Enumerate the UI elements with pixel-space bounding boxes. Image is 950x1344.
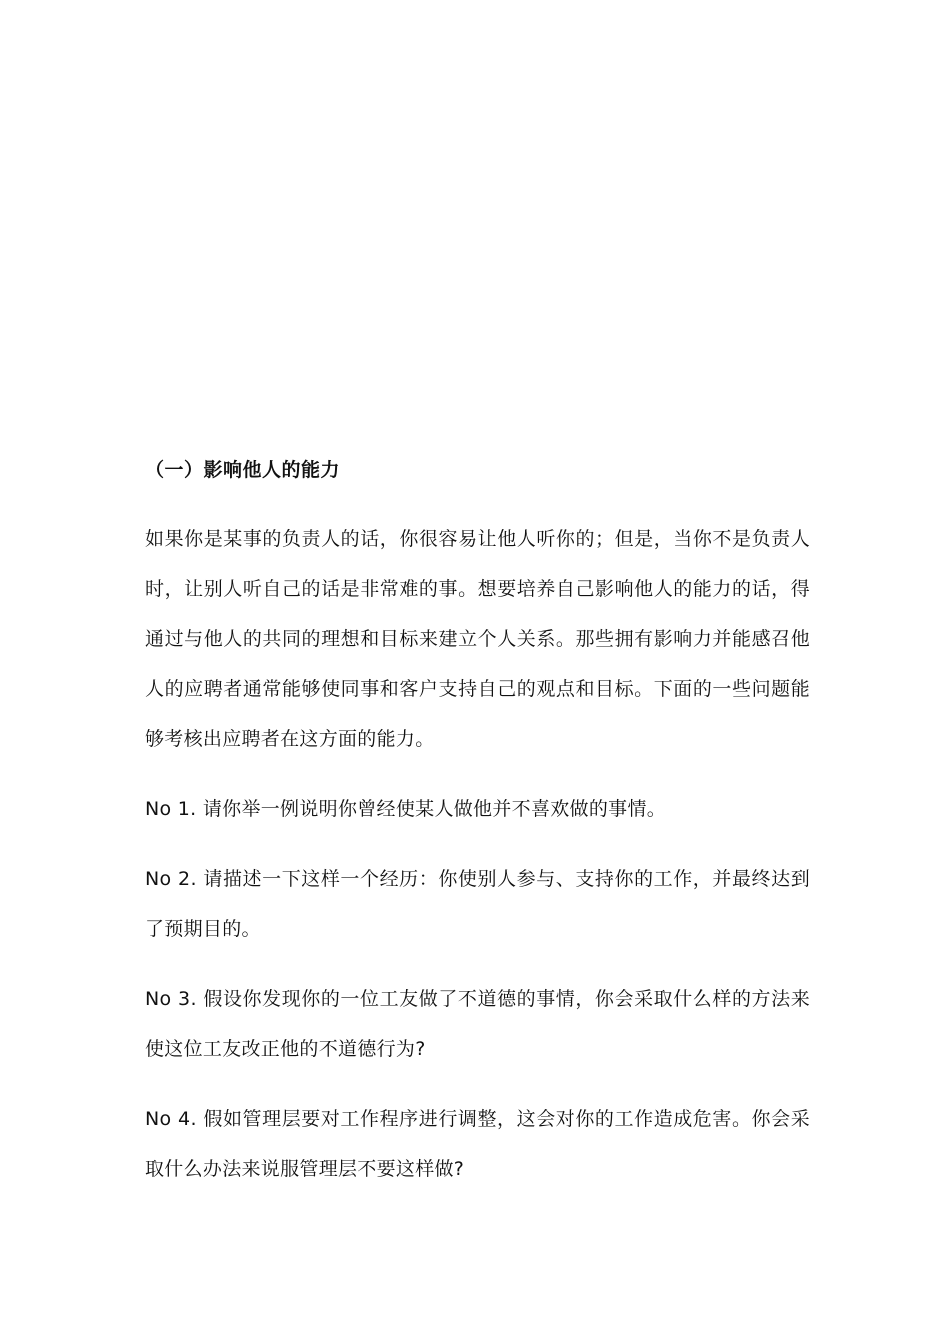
question-4: No 4. 假如管理层要对工作程序进行调整，这会对你的工作造成危害。你会采取什么办法来说服管理层不要这样做? <box>145 1108 810 1180</box>
question-1: No 1. 请你举一例说明你曾经使某人做他并不喜欢做的事情。 <box>145 798 667 820</box>
section-heading: （一）影响他人的能力 <box>145 459 341 481</box>
document-content <box>145 452 810 1214</box>
intro-paragraph: 如果你是某事的负责人的话，你很容易让他人听你的；但是，当你不是负责人时，让别人听自己的话是非常难的事。想要培养自己影响他人的能力的话，得通过与他人的共同的理想和目标来建立个人关系。那些拥有影响力并能感召他人的应聘者通常能够使同事和客户支持自己的观点和目标。下面的一些问题能够考核出应聘者在这方面的能力。 <box>145 528 810 750</box>
question-3: No 3. 假设你发现你的一位工友做了不道德的事情，你会采取什么样的方法来使这位工友改正他的不道德行为? <box>145 988 810 1060</box>
question-2: No 2. 请描述一下这样一个经历：你使别人参与、支持你的工作，并最终达到了预期目的。 <box>145 868 810 940</box>
